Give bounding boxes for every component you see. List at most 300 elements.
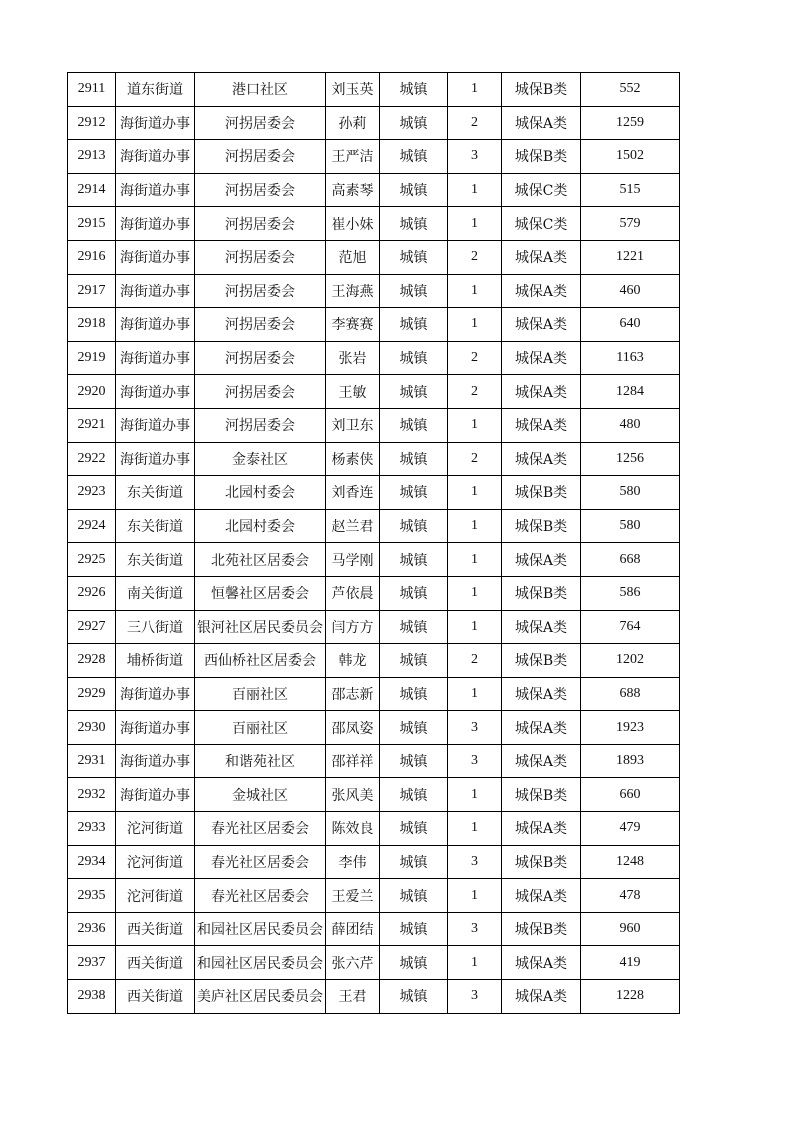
table-row	[68, 845, 680, 879]
person-name-cell	[326, 140, 380, 174]
area-type: 城镇	[399, 787, 428, 804]
subdistrict-cell	[116, 73, 195, 107]
community: 港口社区	[232, 82, 288, 99]
area-type: 城镇	[399, 821, 428, 838]
area-type: 城镇	[399, 519, 428, 536]
amount-cell	[581, 207, 680, 241]
area-type: 城镇	[399, 955, 428, 972]
subdistrict-cell	[116, 173, 195, 207]
person-name: 赵兰君	[331, 519, 374, 536]
community-cell	[195, 207, 326, 241]
amount: 580	[619, 518, 641, 534]
table-row	[68, 375, 680, 409]
amount-cell	[581, 912, 680, 946]
person-name: 李赛赛	[331, 317, 374, 334]
household-size: 3	[471, 921, 478, 937]
subdistrict: 海街道办事	[120, 317, 190, 334]
subdistrict: 海街道办事	[120, 250, 190, 267]
table-row	[68, 140, 680, 174]
household-size: 3	[471, 853, 478, 869]
row-number: 2911	[77, 81, 106, 97]
amount: 460	[619, 282, 641, 298]
row-number: 2916	[77, 249, 106, 265]
area-type: 城镇	[399, 989, 428, 1006]
row-number-cell	[68, 140, 116, 174]
subdistrict: 沱河街道	[127, 854, 183, 871]
amount: 1256	[616, 450, 644, 466]
insurance-category: 城保A类	[514, 351, 568, 368]
insurance-category-cell	[502, 610, 581, 644]
community: 美庐社区居民委员会	[197, 989, 323, 1006]
subdistrict-cell	[116, 375, 195, 409]
row-number-cell	[68, 912, 116, 946]
row-number: 2921	[77, 417, 106, 433]
community-cell	[195, 744, 326, 778]
subdistrict-cell	[116, 879, 195, 913]
area-type: 城镇	[399, 888, 428, 905]
person-name: 薛团结	[331, 922, 374, 939]
subdistrict-cell	[116, 677, 195, 711]
amount: 1202	[616, 652, 644, 668]
amount-cell	[581, 173, 680, 207]
community: 河拐居委会	[225, 283, 295, 300]
row-number-cell	[68, 476, 116, 510]
household-size: 2	[471, 114, 478, 130]
person-name: 刘香连	[331, 485, 374, 502]
amount: 579	[619, 215, 641, 231]
area-type: 城镇	[399, 250, 428, 267]
amount-cell	[581, 744, 680, 778]
area-type-cell	[380, 140, 448, 174]
community-cell	[195, 879, 326, 913]
person-name: 杨素侠	[331, 451, 374, 468]
amount: 479	[619, 820, 641, 836]
subdistrict: 海街道办事	[120, 283, 190, 300]
table-row	[68, 812, 680, 846]
person-name: 孙莉	[338, 115, 367, 132]
insurance-category: 城保B类	[514, 922, 568, 939]
community-cell	[195, 946, 326, 980]
household-size: 1	[471, 484, 478, 500]
person-name-cell	[326, 106, 380, 140]
subdistrict: 海街道办事	[120, 451, 190, 468]
amount: 960	[619, 921, 641, 937]
insurance-category: 城保A类	[514, 317, 568, 334]
row-number: 2932	[77, 786, 106, 802]
area-type: 城镇	[399, 754, 428, 771]
household-size-cell	[448, 207, 502, 241]
subdistrict: 东关街道	[127, 485, 183, 502]
community: 和园社区居民委员会	[197, 922, 323, 939]
household-size-cell	[448, 476, 502, 510]
community-cell	[195, 73, 326, 107]
table-row	[68, 308, 680, 342]
household-size-cell	[448, 879, 502, 913]
row-number-cell	[68, 543, 116, 577]
community-cell	[195, 543, 326, 577]
person-name: 张六芹	[331, 955, 374, 972]
amount: 1228	[616, 988, 644, 1004]
row-number-cell	[68, 408, 116, 442]
subdistrict-cell	[116, 308, 195, 342]
household-size-cell	[448, 980, 502, 1014]
household-size-cell	[448, 610, 502, 644]
community: 河拐居委会	[225, 351, 295, 368]
amount: 1893	[616, 753, 644, 769]
insurance-category-cell	[502, 677, 581, 711]
household-size: 1	[471, 316, 478, 332]
amount-cell	[581, 240, 680, 274]
community: 恒馨社区居委会	[211, 586, 309, 603]
amount: 1248	[616, 853, 644, 869]
insurance-category-cell	[502, 509, 581, 543]
person-name-cell	[326, 308, 380, 342]
insurance-category: 城保A类	[514, 552, 568, 569]
area-type-cell	[380, 509, 448, 543]
community: 河拐居委会	[225, 183, 295, 200]
amount-cell	[581, 845, 680, 879]
row-number: 2913	[77, 148, 106, 164]
community: 河拐居委会	[225, 418, 295, 435]
household-size-cell	[448, 274, 502, 308]
amount-cell	[581, 73, 680, 107]
row-number-cell	[68, 173, 116, 207]
person-name-cell	[326, 207, 380, 241]
community: 河拐居委会	[225, 384, 295, 401]
amount-cell	[581, 375, 680, 409]
area-type-cell	[380, 912, 448, 946]
person-name: 王严洁	[331, 149, 374, 166]
row-number-cell	[68, 73, 116, 107]
table-row	[68, 980, 680, 1014]
table-row	[68, 341, 680, 375]
insurance-category-cell	[502, 845, 581, 879]
insurance-category: 城保B类	[514, 586, 568, 603]
household-size-cell	[448, 912, 502, 946]
person-name: 王爱兰	[331, 888, 374, 905]
area-type: 城镇	[399, 149, 428, 166]
household-size: 2	[471, 249, 478, 265]
amount: 764	[619, 618, 641, 634]
community: 北园村委会	[225, 485, 295, 502]
person-name-cell	[326, 509, 380, 543]
amount-cell	[581, 711, 680, 745]
row-number: 2929	[77, 685, 106, 701]
roster-table	[67, 72, 680, 1014]
row-number: 2938	[77, 988, 106, 1004]
community: 金泰社区	[232, 451, 288, 468]
table-row	[68, 778, 680, 812]
household-size-cell	[448, 442, 502, 476]
household-size: 1	[471, 685, 478, 701]
person-name-cell	[326, 375, 380, 409]
person-name-cell	[326, 240, 380, 274]
household-size-cell	[448, 140, 502, 174]
row-number: 2936	[77, 921, 106, 937]
person-name: 邵凤姿	[331, 720, 374, 737]
household-size-cell	[448, 173, 502, 207]
amount-cell	[581, 476, 680, 510]
area-type: 城镇	[399, 686, 428, 703]
household-size-cell	[448, 644, 502, 678]
area-type: 城镇	[399, 854, 428, 871]
person-name: 芦依晨	[331, 586, 374, 603]
subdistrict-cell	[116, 442, 195, 476]
insurance-category: 城保A类	[514, 451, 568, 468]
subdistrict: 西关街道	[127, 989, 183, 1006]
subdistrict-cell	[116, 644, 195, 678]
amount: 480	[619, 417, 641, 433]
household-size-cell	[448, 408, 502, 442]
table-row	[68, 509, 680, 543]
community: 北苑社区居委会	[211, 552, 309, 569]
community-cell	[195, 509, 326, 543]
row-number: 2926	[77, 585, 106, 601]
area-type: 城镇	[399, 922, 428, 939]
row-number-cell	[68, 711, 116, 745]
table-row	[68, 274, 680, 308]
household-size-cell	[448, 106, 502, 140]
area-type-cell	[380, 442, 448, 476]
amount-cell	[581, 980, 680, 1014]
household-size: 2	[471, 350, 478, 366]
area-type-cell	[380, 845, 448, 879]
row-number-cell	[68, 240, 116, 274]
community-cell	[195, 308, 326, 342]
household-size: 1	[471, 215, 478, 231]
person-name: 马学刚	[331, 552, 374, 569]
person-name: 刘卫东	[331, 418, 374, 435]
subdistrict-cell	[116, 980, 195, 1014]
row-number: 2935	[77, 887, 106, 903]
row-number: 2933	[77, 820, 106, 836]
subdistrict: 沱河街道	[127, 821, 183, 838]
household-size: 1	[471, 81, 478, 97]
community: 百丽社区	[232, 686, 288, 703]
row-number: 2927	[77, 618, 106, 634]
amount-cell	[581, 408, 680, 442]
insurance-category: 城保B类	[514, 854, 568, 871]
person-name: 张风美	[331, 787, 374, 804]
community-cell	[195, 980, 326, 1014]
table-row	[68, 476, 680, 510]
amount: 515	[619, 182, 641, 198]
area-type: 城镇	[399, 82, 428, 99]
amount: 419	[619, 954, 641, 970]
person-name-cell	[326, 274, 380, 308]
household-size: 1	[471, 887, 478, 903]
row-number: 2923	[77, 484, 106, 500]
household-size: 1	[471, 585, 478, 601]
community: 河拐居委会	[225, 250, 295, 267]
household-size-cell	[448, 744, 502, 778]
subdistrict: 海街道办事	[120, 686, 190, 703]
area-type-cell	[380, 543, 448, 577]
person-name-cell	[326, 879, 380, 913]
subdistrict-cell	[116, 812, 195, 846]
row-number: 2912	[77, 114, 106, 130]
person-name-cell	[326, 73, 380, 107]
amount-cell	[581, 140, 680, 174]
community-cell	[195, 912, 326, 946]
household-size: 3	[471, 753, 478, 769]
amount-cell	[581, 308, 680, 342]
person-name: 邵志新	[331, 686, 374, 703]
row-number: 2914	[77, 182, 106, 198]
area-type-cell	[380, 576, 448, 610]
subdistrict: 海街道办事	[120, 418, 190, 435]
person-name: 崔小妹	[331, 216, 374, 233]
subdistrict: 沱河街道	[127, 888, 183, 905]
insurance-category-cell	[502, 543, 581, 577]
area-type: 城镇	[399, 418, 428, 435]
amount-cell	[581, 576, 680, 610]
area-type: 城镇	[399, 485, 428, 502]
amount: 1284	[616, 383, 644, 399]
insurance-category-cell	[502, 173, 581, 207]
area-type: 城镇	[399, 115, 428, 132]
person-name-cell	[326, 610, 380, 644]
household-size-cell	[448, 845, 502, 879]
area-type-cell	[380, 644, 448, 678]
amount: 580	[619, 484, 641, 500]
insurance-category: 城保A类	[514, 754, 568, 771]
household-size-cell	[448, 73, 502, 107]
community-cell	[195, 240, 326, 274]
household-size: 1	[471, 182, 478, 198]
roster-table-body	[68, 73, 680, 1014]
subdistrict: 海街道办事	[120, 720, 190, 737]
subdistrict: 道东街道	[127, 82, 183, 99]
subdistrict-cell	[116, 711, 195, 745]
table-row	[68, 912, 680, 946]
row-number: 2925	[77, 551, 106, 567]
household-size: 1	[471, 551, 478, 567]
subdistrict: 东关街道	[127, 519, 183, 536]
insurance-category-cell	[502, 576, 581, 610]
subdistrict-cell	[116, 341, 195, 375]
community: 春光社区居委会	[211, 888, 309, 905]
insurance-category-cell	[502, 240, 581, 274]
insurance-category: 城保B类	[514, 149, 568, 166]
area-type-cell	[380, 207, 448, 241]
insurance-category: 城保C类	[514, 183, 568, 200]
person-name: 王海燕	[331, 283, 374, 300]
insurance-category: 城保A类	[514, 418, 568, 435]
amount-cell	[581, 274, 680, 308]
person-name-cell	[326, 476, 380, 510]
insurance-category-cell	[502, 442, 581, 476]
household-size: 1	[471, 282, 478, 298]
household-size: 2	[471, 450, 478, 466]
amount: 640	[619, 316, 641, 332]
insurance-category: 城保A类	[514, 686, 568, 703]
community: 和谐苑社区	[225, 754, 295, 771]
insurance-category: 城保B类	[514, 519, 568, 536]
amount-cell	[581, 442, 680, 476]
household-size-cell	[448, 812, 502, 846]
amount-cell	[581, 812, 680, 846]
area-type: 城镇	[399, 283, 428, 300]
community-cell	[195, 140, 326, 174]
subdistrict: 西关街道	[127, 955, 183, 972]
household-size-cell	[448, 341, 502, 375]
area-type-cell	[380, 274, 448, 308]
household-size: 1	[471, 417, 478, 433]
person-name: 李伟	[338, 854, 367, 871]
community-cell	[195, 778, 326, 812]
insurance-category: 城保A类	[514, 821, 568, 838]
community-cell	[195, 711, 326, 745]
subdistrict-cell	[116, 946, 195, 980]
insurance-category-cell	[502, 375, 581, 409]
area-type-cell	[380, 980, 448, 1014]
person-name-cell	[326, 711, 380, 745]
area-type-cell	[380, 744, 448, 778]
community: 北园村委会	[225, 519, 295, 536]
row-number: 2915	[77, 215, 106, 231]
amount: 478	[619, 887, 641, 903]
insurance-category-cell	[502, 140, 581, 174]
row-number-cell	[68, 442, 116, 476]
subdistrict-cell	[116, 744, 195, 778]
amount-cell	[581, 341, 680, 375]
community-cell	[195, 576, 326, 610]
subdistrict: 东关街道	[127, 552, 183, 569]
row-number: 2918	[77, 316, 106, 332]
area-type-cell	[380, 308, 448, 342]
subdistrict-cell	[116, 543, 195, 577]
table-row	[68, 73, 680, 107]
community-cell	[195, 610, 326, 644]
community: 春光社区居委会	[211, 854, 309, 871]
row-number: 2919	[77, 350, 106, 366]
household-size-cell	[448, 946, 502, 980]
person-name-cell	[326, 543, 380, 577]
area-type: 城镇	[399, 451, 428, 468]
area-type-cell	[380, 610, 448, 644]
household-size-cell	[448, 509, 502, 543]
person-name-cell	[326, 980, 380, 1014]
subdistrict-cell	[116, 509, 195, 543]
community: 河拐居委会	[225, 149, 295, 166]
amount-cell	[581, 677, 680, 711]
area-type: 城镇	[399, 552, 428, 569]
person-name-cell	[326, 744, 380, 778]
household-size: 1	[471, 518, 478, 534]
person-name-cell	[326, 677, 380, 711]
community-cell	[195, 375, 326, 409]
household-size-cell	[448, 308, 502, 342]
insurance-category-cell	[502, 308, 581, 342]
row-number-cell	[68, 375, 116, 409]
area-type-cell	[380, 879, 448, 913]
subdistrict: 西关街道	[127, 922, 183, 939]
area-type-cell	[380, 812, 448, 846]
amount-cell	[581, 778, 680, 812]
person-name: 邵祥祥	[331, 754, 374, 771]
row-number: 2930	[77, 719, 106, 735]
insurance-category-cell	[502, 207, 581, 241]
subdistrict-cell	[116, 476, 195, 510]
subdistrict: 海街道办事	[120, 183, 190, 200]
row-number: 2922	[77, 450, 106, 466]
insurance-category: 城保A类	[514, 888, 568, 905]
area-type-cell	[380, 476, 448, 510]
household-size: 1	[471, 954, 478, 970]
row-number-cell	[68, 812, 116, 846]
row-number-cell	[68, 677, 116, 711]
